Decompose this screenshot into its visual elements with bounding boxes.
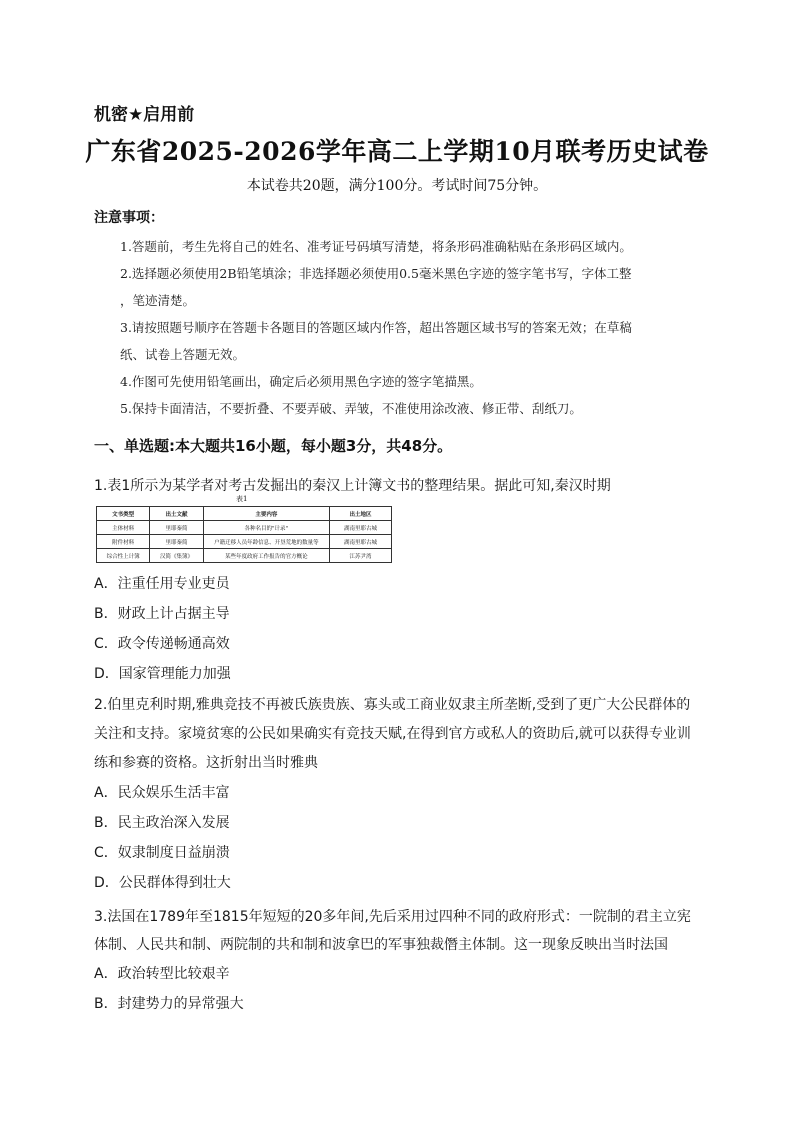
table-cell: 户籍迁移人员年龄信息、开垦荒地的数量等 xyxy=(203,535,329,549)
notice-line: 4.作图可先使用铅笔画出，确定后必须用黑色字迹的签字笔描黑。 xyxy=(120,374,482,389)
table-cell: 汉简《集簿》 xyxy=(150,549,203,563)
question-stem: 体制、人民共和制、两院制的共和制和波拿巴的军事独裁僭主体制。这一现象反映出当时法国 xyxy=(94,937,668,953)
table-cell: 综合性上计簿 xyxy=(97,549,150,563)
option-a: A．注重任用专业吏员 xyxy=(94,576,230,592)
notice-line: 纸、试卷上答题无效。 xyxy=(120,347,246,362)
question-stem: 2.伯里克利时期,雅典竞技不再被氏族贵族、寡头或工商业奴隶主所垄断,受到了更广大公民群体的 xyxy=(94,697,691,713)
table-cell: 湖南里耶古城 xyxy=(329,521,391,535)
table-cell: 附件材料 xyxy=(97,535,150,549)
question-stem: 1.表1所示为某学者对考古发掘出的秦汉上计簿文书的整理结果。据此可知,秦汉时期 xyxy=(94,478,611,494)
section-heading: 一、单选题:本大题共16小题，每小题3分，共48分。 xyxy=(94,437,453,455)
option-d: D．国家管理能力加强 xyxy=(94,666,231,682)
table-cell: 湖南里耶古城 xyxy=(329,535,391,549)
table-row xyxy=(97,535,392,549)
option-b: B．财政上计占据主导 xyxy=(94,606,230,622)
table-cell: 文书类型 xyxy=(97,507,150,521)
option-a: A．民众娱乐生活丰富 xyxy=(94,785,230,801)
notice-line: 3.请按照题号顺序在答题卡各题目的答题区域内作答，超出答题区域书写的答案无效；在草稿 xyxy=(120,320,632,335)
option-c: C．奴隶制度日益崩溃 xyxy=(94,845,230,861)
table-row xyxy=(97,549,392,563)
question-stem: 3.法国在1789年至1815年短短的20多年间,先后采用过四种不同的政府形式：一院制的君主立宪 xyxy=(94,909,691,925)
table-cell: 主要内容 xyxy=(203,507,329,521)
notice-line: 1.答题前，考生先将自己的姓名、准考证号码填写清楚，将条形码准确粘贴在条形码区域内。 xyxy=(120,239,632,254)
question-stem: 练和参赛的资格。这折射出当时雅典 xyxy=(94,755,318,771)
table-cell: 主体材料 xyxy=(97,521,150,535)
option-c: C．政令传递畅通高效 xyxy=(94,636,230,652)
table-cell: 出土地区 xyxy=(329,507,391,521)
data-table xyxy=(96,506,392,563)
table-cell: 里耶秦简 xyxy=(150,535,203,549)
table-cell: 里耶秦简 xyxy=(150,521,203,535)
page-title: 广东省2025-2026学年高二上学期10月联考历史试卷 xyxy=(85,137,709,166)
question-stem: 关注和支持。家境贫寒的公民如果确实有竞技天赋,在得到官方或私人的资助后,就可以获得专业训 xyxy=(94,726,691,742)
table-caption: 表1 xyxy=(236,495,248,503)
notice-line: ，笔迹清楚。 xyxy=(120,293,196,308)
option-b: B．民主政治深入发展 xyxy=(94,815,230,831)
table-cell: 出土文献 xyxy=(150,507,203,521)
table-row xyxy=(97,521,392,535)
option-b: B．封建势力的异常强大 xyxy=(94,996,244,1012)
exam-subtitle: 本试卷共20题，满分100分。考试时间75分钟。 xyxy=(246,178,548,194)
notice-line: 5.保持卡面清洁，不要折叠、不要弄破、弄皱，不准使用涂改液、修正带、刮纸刀。 xyxy=(120,401,582,416)
table-header-row xyxy=(97,507,392,521)
confidential-label: 机密★启用前 xyxy=(94,105,195,125)
option-a: A．政治转型比较艰辛 xyxy=(94,966,230,982)
table-cell: 江苏尹湾 xyxy=(329,549,391,563)
option-d: D．公民群体得到壮大 xyxy=(94,875,231,891)
notice-heading: 注意事项： xyxy=(94,210,164,226)
notice-line: 2.选择题必须使用2B铅笔填涂；非选择题必须使用0.5毫米黑色字迹的签字笔书写，字体工整 xyxy=(120,266,632,281)
table-cell: 某些年度政府工作报告的官方概论 xyxy=(203,549,329,563)
table-cell: 各种名目的"计录" xyxy=(203,521,329,535)
